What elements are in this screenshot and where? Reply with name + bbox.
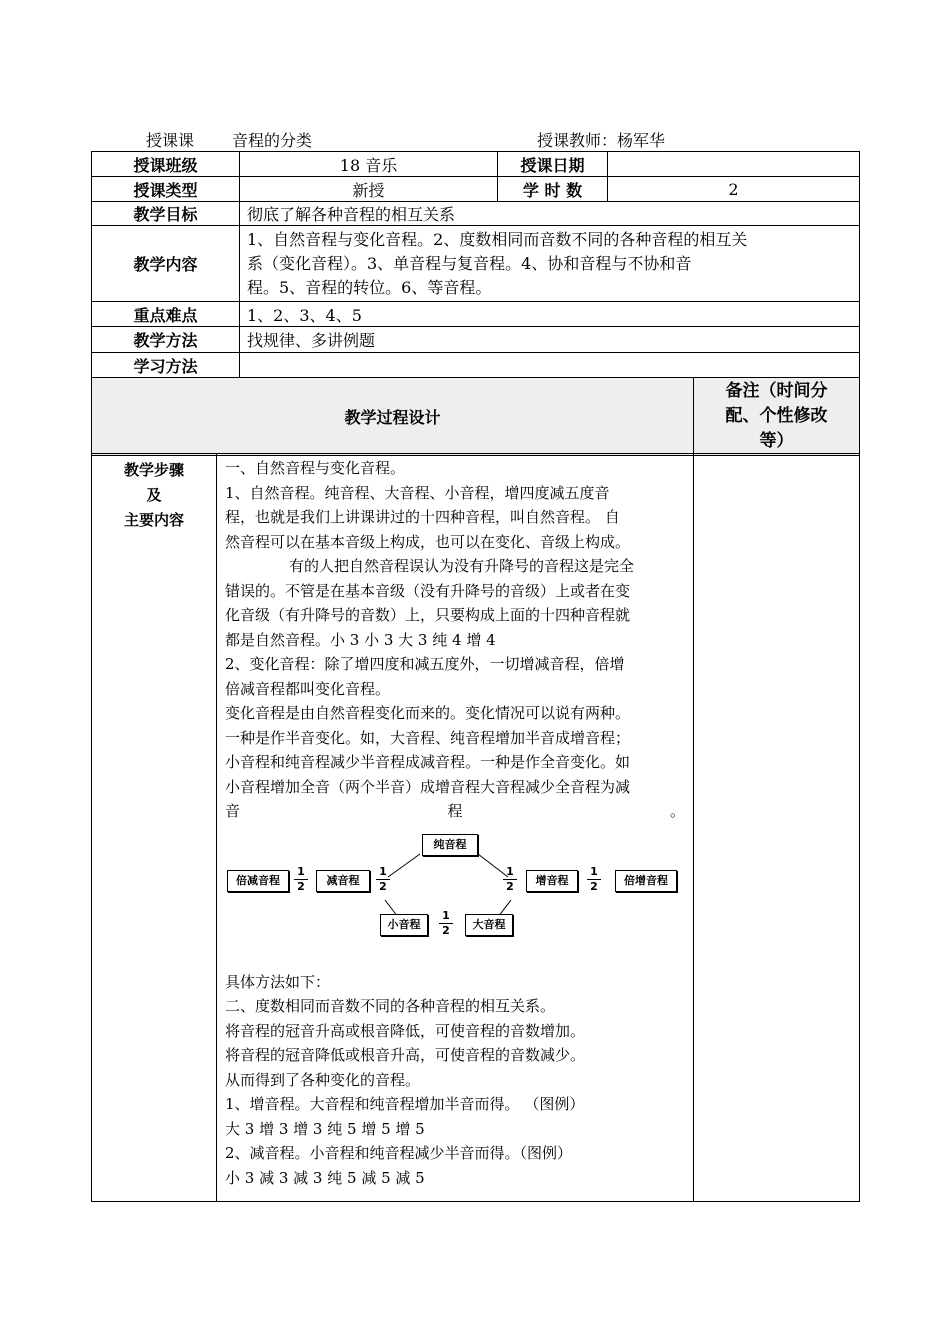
steps-content [217,454,694,1202]
key-value: 1、2、3、4、5 [240,302,860,327]
method-label: 教学方法 [92,327,240,353]
text-line: 一种是作半音变化。如，大音程、纯音程增加半音成增音程； [225,728,631,747]
content-line: 系（变化音程）。3、单音程与复音程。4、协和音程与不协和音 [247,253,692,273]
spread-char: 。 [669,802,685,820]
text-line: 具体方法如下： [225,972,331,991]
spread-char: 程 [447,802,463,820]
header-course-label: 授课课 [146,131,195,150]
remark-line: 配、个性修改 [725,406,828,426]
text-line: 从而得到了各种变化的音程。 [225,1070,421,1089]
interval-diagram [225,832,685,952]
steps-label [92,454,217,1202]
text-line: 2、减音程。小音程和纯音程减少半音而得。（图例） [225,1144,573,1162]
study-value [240,353,860,378]
spread-char: 音 [225,802,241,820]
header-course-title: 音程的分类 [232,131,313,150]
content-line: 程。5、音程的转位。6、等音程。 [247,277,492,297]
text-line: 化音级（有升降号的音数）上，只要构成上面的十四种音程就 [225,606,631,624]
hours-label: 学 时 数 [498,177,608,202]
text-line: 程，也就是我们上讲课讲过的十四种音程，叫自然音程。 自 [225,508,620,526]
content-value [240,226,860,302]
text-line: 将音程的冠音降低或根音升高，可使音程的音数减少。 [225,1046,586,1064]
class-label: 授课班级 [92,152,240,177]
remark-line: 备注（时间分 [725,381,828,401]
text-line: 然音程可以在基本音级上构成，也可以在变化、音级上构成。 [225,532,631,551]
box-minor: 小音程 [380,914,428,936]
date-value [608,152,860,177]
type-value: 新授 [240,177,498,202]
fraction-half: 1 2 [587,866,601,893]
header-teacher: 授课教师：杨军华 [537,131,666,150]
date-label: 授课日期 [498,152,608,177]
text-line: 1、自然音程。纯音程、大音程、小音程，增四度减五度音 [225,483,610,502]
fraction-half: 1 2 [503,866,517,893]
box-aug: 增音程 [526,870,578,892]
box-double-aug: 倍增音程 [615,870,677,892]
text-line: 小音程和纯音程减少半音程成减音程。一种是作全音变化。如 [225,753,631,771]
text-line: 倍减音程都叫变化音程。 [225,679,391,698]
process-title: 教学过程设计 [92,378,694,456]
method-value: 找规律、多讲例题 [240,327,860,353]
remark-header [694,378,860,456]
text-line: 一、自然音程与变化音程。 [225,459,406,477]
box-dim: 减音程 [316,870,370,892]
fraction-half: 1 2 [294,866,308,893]
remark-cell [694,454,860,1202]
content-line: 1、自然音程与变化音程。2、度数相同而音数不同的各种音程的相互关 [247,229,748,249]
fraction-half: 1 2 [376,866,390,893]
box-pure: 纯音程 [422,834,478,856]
fraction-half: 1 2 [439,910,453,937]
steps-label-line: 教学步骤 [123,461,184,479]
text-line: 有的人把自然音程误认为没有升降号的音程这是完全 [289,557,635,575]
type-label: 授课类型 [92,177,240,202]
hours-value: 2 [608,177,860,202]
process-table [91,377,860,456]
steps-table [91,453,860,1202]
goal-value: 彻底了解各种音程的相互关系 [240,202,860,226]
box-double-dim: 倍减音程 [227,870,289,892]
text-line: 2、变化音程：除了增四度和减五度外，一切增减音程，倍增 [225,655,625,673]
class-value: 18 音乐 [240,152,498,177]
text-line: 错误的。不管是在基本音级（没有升降号的音级）上或者在变 [225,581,631,600]
info-table [91,151,860,378]
text-line: 将音程的冠音升高或根音降低，可使音程的音数增加。 [225,1021,586,1040]
steps-label-line: 及 [146,486,162,504]
goal-label: 教学目标 [92,202,240,226]
box-major: 大音程 [465,914,513,936]
study-label: 学习方法 [92,353,240,378]
steps-label-line: 主要内容 [123,511,184,529]
text-line-spread [225,799,685,824]
text-line: 二、度数相同而音数不同的各种音程的相互关系。 [225,997,556,1015]
text-line: 小 3 减 3 减 3 纯 5 减 5 减 5 [225,1168,425,1187]
text-line: 小音程增加全音（两个半音）成增音程大音程减少全音程为减 [225,777,631,796]
remark-line: 等） [759,431,794,451]
text-line: 1、增音程。大音程和纯音程增加半音而得。 （图例） [225,1095,585,1113]
key-label: 重点难点 [92,302,240,327]
content-label: 教学内容 [92,226,240,302]
text-line: 变化音程是由自然音程变化而来的。变化情况可以说有两种。 [225,704,631,722]
text-line: 大 3 增 3 增 3 纯 5 增 5 增 5 [225,1119,425,1138]
text-line: 都是自然音程。小 3 小 3 大 3 纯 4 增 4 [225,630,496,649]
